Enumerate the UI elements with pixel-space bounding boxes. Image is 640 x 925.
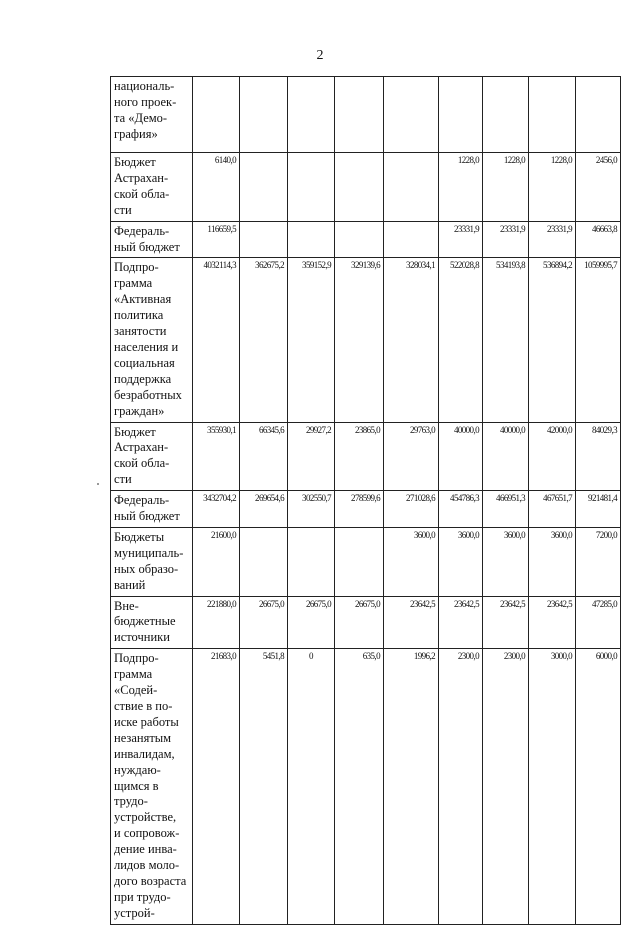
value-cell: 269654,6 (240, 491, 288, 528)
row-label-cell (111, 649, 193, 924)
page-number: 2 (316, 48, 324, 63)
table-row (111, 649, 621, 924)
value-cell: 3600,0 (439, 527, 483, 596)
value-cell: 2300,0 (439, 649, 483, 924)
row-label: Вне- бюджетные источники (114, 598, 176, 645)
value-cell: 466951,3 (483, 491, 529, 528)
value-cell: 23331,9 (483, 221, 529, 258)
value-cell: 1228,0 (439, 153, 483, 222)
value-cell: 522028,8 (439, 258, 483, 422)
value-cell: 29763,0 (384, 422, 439, 491)
value-cell: 46663,8 (576, 221, 621, 258)
value-cell (288, 221, 335, 258)
value-cell: 454786,3 (439, 491, 483, 528)
row-label: Федераль- ный бюджет (114, 493, 180, 524)
value-cell: 1228,0 (483, 153, 529, 222)
value-cell: 3600,0 (529, 527, 576, 596)
value-cell (335, 221, 384, 258)
value-cell: 23331,9 (439, 221, 483, 258)
value-cell: 47285,0 (576, 596, 621, 649)
value-cell: 26675,0 (335, 596, 384, 649)
value-cell: 921481,4 (576, 491, 621, 528)
table-row (111, 422, 621, 491)
value-cell: 6000,0 (576, 649, 621, 924)
value-cell: 23642,5 (439, 596, 483, 649)
row-label-cell (111, 153, 193, 222)
value-cell (384, 221, 439, 258)
value-cell (288, 153, 335, 222)
value-cell: 29927,2 (288, 422, 335, 491)
row-label-cell (111, 422, 193, 491)
row-label-cell (111, 258, 193, 422)
value-cell: 278599,6 (335, 491, 384, 528)
value-cell: 23642,5 (384, 596, 439, 649)
value-cell: 3000,0 (529, 649, 576, 924)
row-label-cell (111, 491, 193, 528)
row-label-cell (111, 221, 193, 258)
value-cell (576, 77, 621, 153)
value-cell: 7200,0 (576, 527, 621, 596)
value-cell: 3432704,2 (193, 491, 240, 528)
value-cell: 329139,6 (335, 258, 384, 422)
row-label: Бюджет Астрахан- ской обла- сти (114, 155, 170, 217)
table-row (111, 77, 621, 153)
budget-table (110, 76, 621, 925)
value-cell: 536894,2 (529, 258, 576, 422)
row-label-cell (111, 77, 193, 153)
value-cell (384, 77, 439, 153)
value-cell (288, 527, 335, 596)
value-cell (288, 77, 335, 153)
row-label: Федераль- ный бюджет (114, 223, 180, 254)
value-cell: 1059995,7 (576, 258, 621, 422)
value-cell: 5451,8 (240, 649, 288, 924)
value-cell: 40000,0 (483, 422, 529, 491)
value-cell (240, 221, 288, 258)
value-cell: 0 (288, 649, 335, 924)
value-cell (335, 153, 384, 222)
row-label: националь- ного проек- та «Демо- графия» (114, 79, 177, 141)
value-cell (335, 527, 384, 596)
value-cell: 66345,6 (240, 422, 288, 491)
value-cell: 23331,9 (529, 221, 576, 258)
value-cell: 1996,2 (384, 649, 439, 924)
value-cell: 84029,3 (576, 422, 621, 491)
value-cell: 3600,0 (483, 527, 529, 596)
value-cell: 6140,0 (193, 153, 240, 222)
value-cell: 42000,0 (529, 422, 576, 491)
table-row (111, 596, 621, 649)
value-cell: 4032114,3 (193, 258, 240, 422)
table-row (111, 491, 621, 528)
value-cell: 116659,5 (193, 221, 240, 258)
value-cell: 26675,0 (288, 596, 335, 649)
value-cell (529, 77, 576, 153)
table-row (111, 153, 621, 222)
row-label: Подпро- грамма «Активная политика занятости населения и социальная поддержка безработных граждан» (114, 260, 182, 418)
table-row (111, 527, 621, 596)
value-cell: 23642,5 (529, 596, 576, 649)
value-cell: 2456,0 (576, 153, 621, 222)
value-cell: 362675,2 (240, 258, 288, 422)
value-cell: 21600,0 (193, 527, 240, 596)
value-cell: 467651,7 (529, 491, 576, 528)
value-cell: 23642,5 (483, 596, 529, 649)
value-cell: 328034,1 (384, 258, 439, 422)
value-cell: 302550,7 (288, 491, 335, 528)
value-cell: 21683,0 (193, 649, 240, 924)
value-cell: 221880,0 (193, 596, 240, 649)
value-cell: 355930,1 (193, 422, 240, 491)
value-cell (483, 77, 529, 153)
value-cell: 534193,8 (483, 258, 529, 422)
row-label: Бюджеты муниципаль- ных образо- ваний (114, 529, 184, 592)
value-cell: 40000,0 (439, 422, 483, 491)
table-row (111, 221, 621, 258)
table-row (111, 258, 621, 422)
value-cell: 359152,9 (288, 258, 335, 422)
value-cell (439, 77, 483, 153)
row-label-cell (111, 596, 193, 649)
value-cell (193, 77, 240, 153)
row-label-cell (111, 527, 193, 596)
value-cell: 2300,0 (483, 649, 529, 924)
value-cell (240, 153, 288, 222)
row-label: Подпро- грамма «Содей- ствие в по- иске работы незанятым инвалидам, нуждаю- щимся в трудо- устройстве, и сопровож- дение инва- лидов моло- дого возраста при трудо- устрой- (114, 651, 187, 920)
value-cell (240, 77, 288, 153)
value-cell (335, 77, 384, 153)
value-cell: 635,0 (335, 649, 384, 924)
value-cell: 23865,0 (335, 422, 384, 491)
value-cell (384, 153, 439, 222)
value-cell (240, 527, 288, 596)
value-cell: 271028,6 (384, 491, 439, 528)
value-cell: 1228,0 (529, 153, 576, 222)
scan-speck (97, 483, 99, 485)
row-label: Бюджет Астрахан- ской обла- сти (114, 424, 170, 487)
value-cell: 3600,0 (384, 527, 439, 596)
value-cell: 26675,0 (240, 596, 288, 649)
